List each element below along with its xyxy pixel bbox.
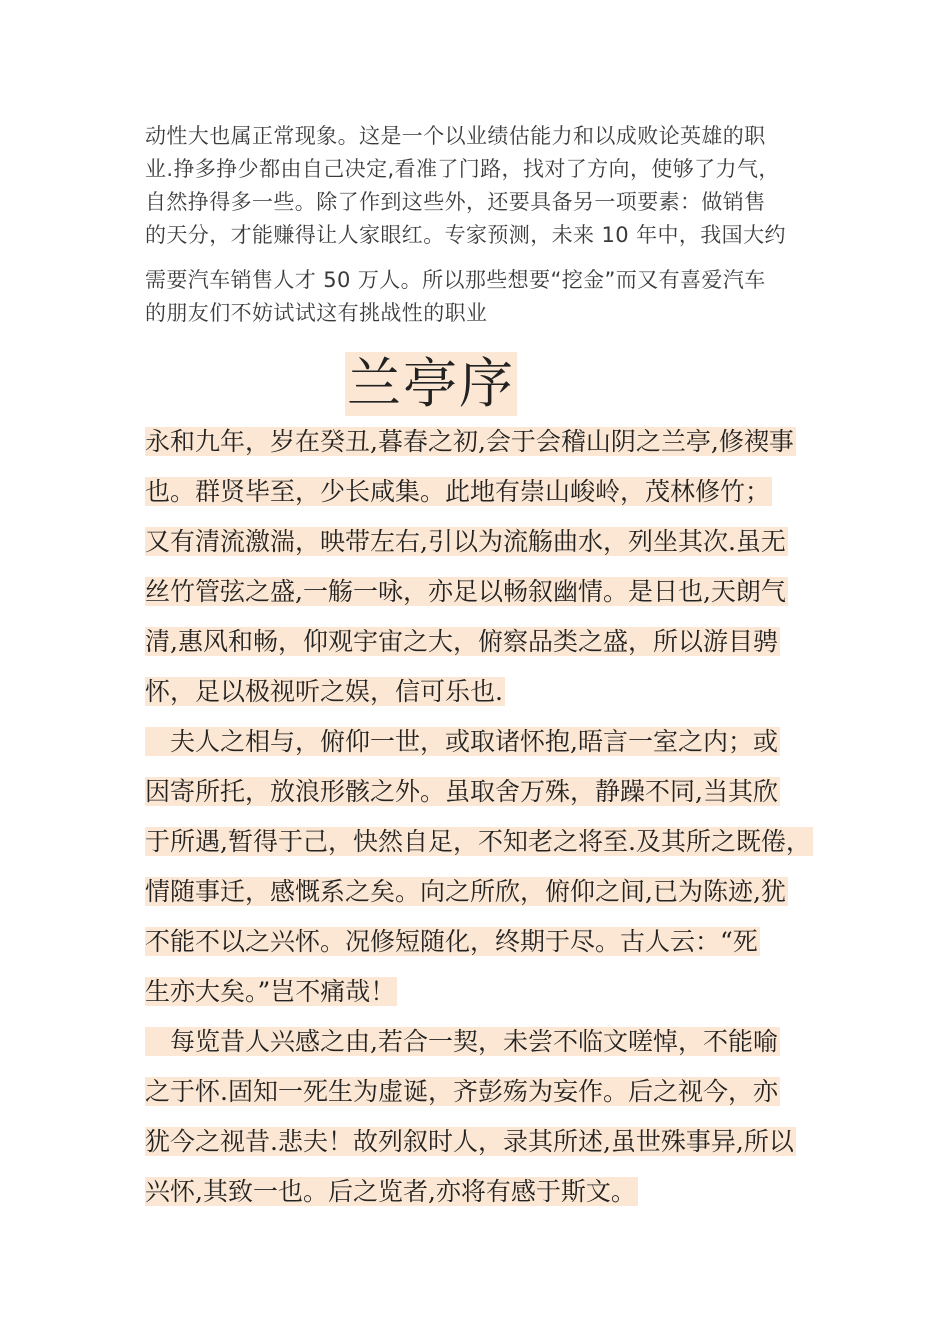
- intro-paragraph: [145, 120, 820, 330]
- poem-line: [145, 574, 845, 610]
- poem-line: [145, 1124, 845, 1160]
- poem-line-text: 情随事迁，感慨系之矣。向之所欣，俯仰之间,已为陈迹,犹: [145, 877, 786, 906]
- intro-line: 的天分，才能赚得让人家眼红。专家预测，未来 10 年中，我国大约: [145, 223, 786, 247]
- poem-line-text: 不能不以之兴怀。况修短随化，终期于尽。古人云：“死: [145, 927, 758, 956]
- poem-line-text: 又有清流激湍，映带左右,引以为流觞曲水，列坐其次.虽无: [145, 527, 786, 556]
- intro-line: 需要汽车销售人才 50 万人。所以那些想要“挖金”而又有喜爱汽车: [145, 268, 766, 292]
- poem-line-text: 清,惠风和畅，仰观宇宙之大，俯察品类之盛，所以游目骋: [145, 627, 778, 656]
- poem-line-text: 生亦大矣。”岂不痛哉！: [145, 977, 396, 1006]
- poem-line: [145, 474, 845, 510]
- poem-line: [145, 1174, 845, 1210]
- poem-line-text: 夫人之相与，俯仰一世，或取诸怀抱,晤言一室之内；或: [145, 727, 778, 756]
- poem-line-text: 丝竹管弦之盛,一觞一咏，亦足以畅叙幽情。是日也,天朗气: [145, 577, 786, 606]
- poem-line-text: 也。群贤毕至，少长咸集。此地有崇山峻岭，茂林修竹；: [145, 477, 771, 506]
- poem-line: [145, 1074, 845, 1110]
- poem-line: [145, 424, 845, 460]
- poem-line-text: 之于怀.固知一死生为虚诞，齐彭殇为妄作。后之视今，亦: [145, 1077, 778, 1106]
- intro-line: 业.挣多挣少都由自己决定,看准了门路，找对了方向，使够了力气，: [145, 157, 780, 181]
- poem-line: [145, 774, 845, 810]
- poem-line: [145, 674, 845, 710]
- poem-line-text: 怀，足以极视听之娱，信可乐也.: [145, 677, 503, 706]
- poem-line: [145, 974, 845, 1010]
- poem-body: [145, 424, 845, 1224]
- poem-line: [145, 624, 845, 660]
- poem-line: [145, 1024, 845, 1060]
- poem-line-text: 于所遇,暂得于己，快然自足，不知老之将至.及其所之既倦，: [145, 827, 811, 856]
- poem-line-text: 每览昔人兴感之由,若合一契，未尝不临文嗟悼，不能喻: [145, 1027, 778, 1056]
- poem-line-text: 永和九年，岁在癸丑,暮春之初,会于会稽山阴之兰亭,修禊事: [145, 427, 794, 456]
- poem-line: [145, 824, 845, 860]
- poem-line: [145, 924, 845, 960]
- poem-title: 兰亭序: [347, 352, 515, 415]
- poem-line: [145, 724, 845, 760]
- poem-line-text: 犹今之视昔.悲夫！故列叙时人，录其所述,虽世殊事异,所以: [145, 1127, 794, 1156]
- poem-line: [145, 874, 845, 910]
- poem-line-text: 兴怀,其致一也。后之览者,亦将有感于斯文。: [145, 1177, 636, 1206]
- intro-line: 动性大也属正常现象。这是一个以业绩估能力和以成败论英雄的职: [145, 124, 766, 148]
- poem-line-text: 因寄所托，放浪形骸之外。虽取舍万殊，静躁不同,当其欣: [145, 777, 778, 806]
- intro-line: 自然挣得多一些。除了作到这些外，还要具备另一项要素：做销售: [145, 190, 766, 214]
- intro-line: 的朋友们不妨试试这有挑战性的职业: [145, 301, 488, 325]
- poem-line: [145, 524, 845, 560]
